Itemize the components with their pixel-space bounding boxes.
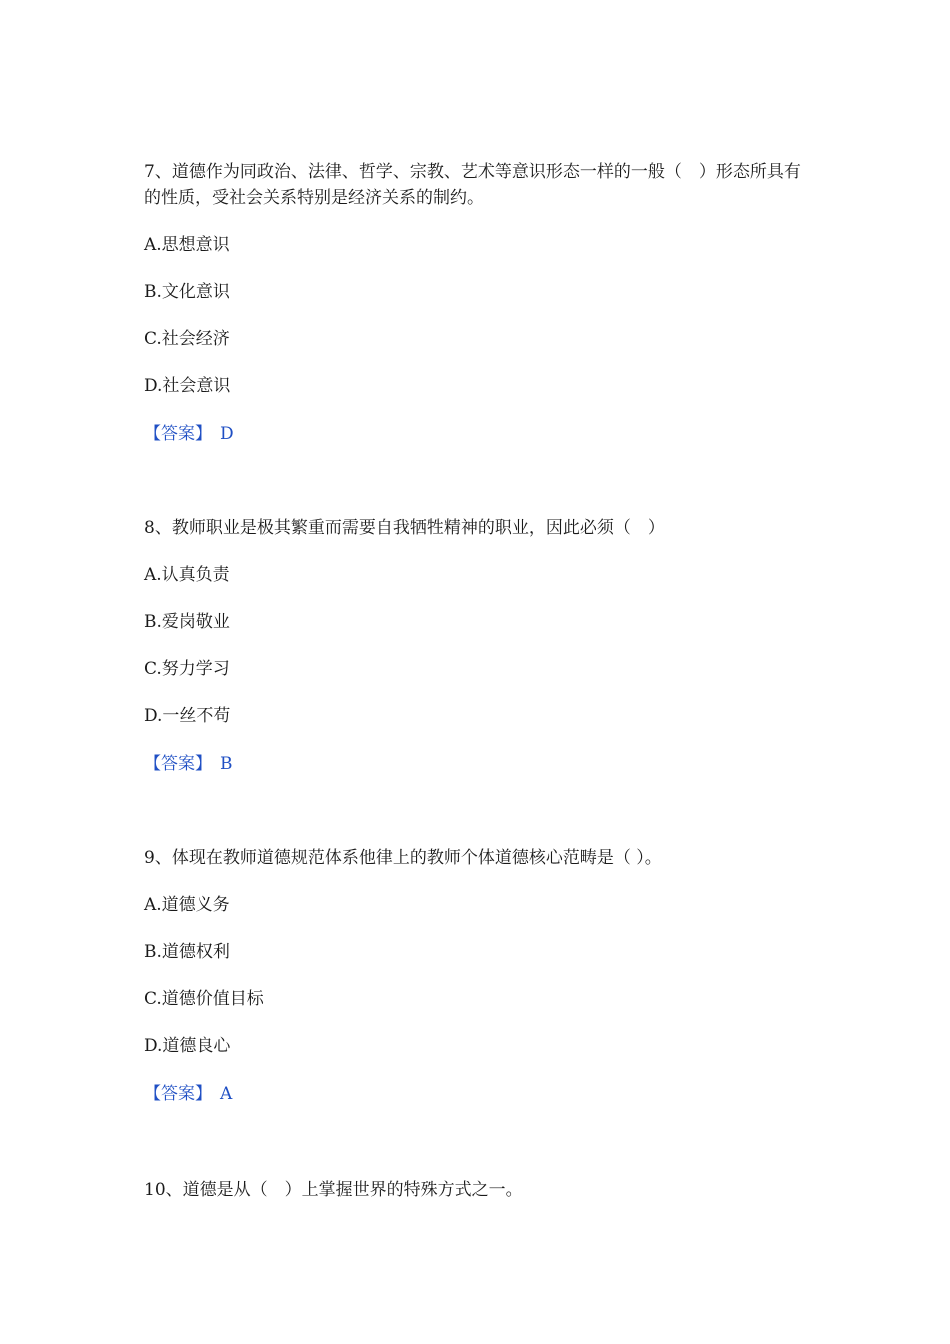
question-9-option-c: C.道德价值目标 — [144, 989, 264, 1009]
question-9-stem: 9、体现在教师道德规范体系他律上的教师个体道德核心范畴是（ ）。 — [144, 848, 662, 868]
answer-value: D — [220, 424, 234, 444]
question-7-option-a: A.思想意识 — [144, 235, 230, 255]
question-7-option-c: C.社会经济 — [144, 329, 230, 349]
question-7-option-d: D.社会意识 — [144, 376, 231, 396]
question-7-answer — [144, 421, 234, 447]
question-7-option-b: B.文化意识 — [144, 282, 230, 302]
answer-label: 【答案】 — [144, 424, 212, 444]
question-8-option-a: A.认真负责 — [144, 565, 230, 585]
question-9-option-a: A.道德义务 — [144, 895, 230, 915]
question-8-stem: 8、教师职业是极其繁重而需要自我牺牲精神的职业，因此必须（ ） — [144, 518, 665, 538]
question-8-answer — [144, 751, 233, 777]
question-9-option-b: B.道德权利 — [144, 942, 230, 962]
answer-label: 【答案】 — [144, 754, 212, 774]
question-9-answer — [144, 1081, 232, 1107]
answer-label: 【答案】 — [144, 1084, 212, 1104]
question-7-stem: 7、道德作为同政治、法律、哲学、宗教、艺术等意识形态一样的一般（ ）形态所具有的性质，受社会关系特别是经济关系的制约。 — [144, 162, 801, 208]
question-8-option-d: D.一丝不苟 — [144, 706, 231, 726]
answer-value: A — [220, 1084, 233, 1104]
question-9-option-d: D.道德良心 — [144, 1036, 231, 1056]
question-8-option-b: B.爱岗敬业 — [144, 612, 230, 632]
question-8-option-c: C.努力学习 — [144, 659, 230, 679]
question-10-stem: 10、道德是从（ ）上掌握世界的特殊方式之一。 — [144, 1180, 523, 1200]
answer-value: B — [220, 754, 233, 774]
